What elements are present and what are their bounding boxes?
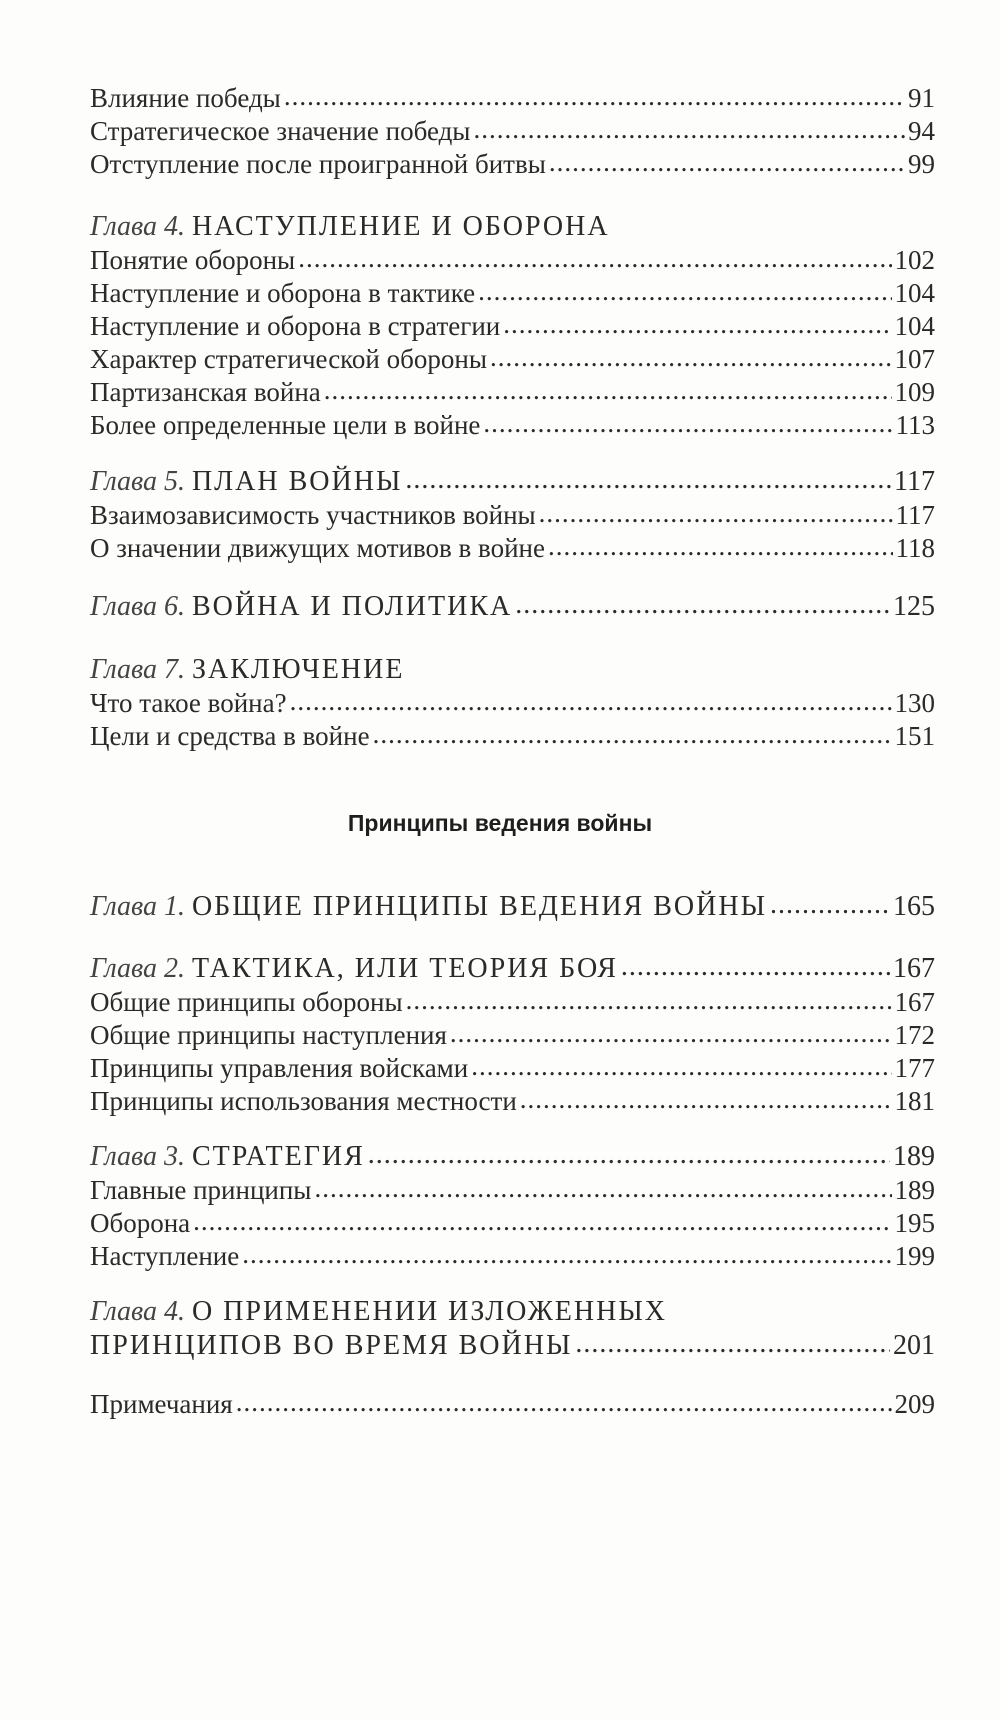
entry-page: 102 [894, 245, 935, 275]
entry-label: Стратегическое значение победы [90, 116, 471, 146]
chapter-heading[interactable] [90, 465, 935, 499]
leader-dots [621, 950, 890, 984]
leader-dots [450, 1017, 892, 1050]
entry-page: 189 [894, 1175, 935, 1205]
entry-page: 165 [893, 891, 935, 922]
leader-dots [290, 685, 892, 718]
toc-entry[interactable] [90, 1085, 935, 1118]
entry-label: Примечания [90, 1389, 233, 1419]
leader-dots [515, 588, 890, 622]
chapter-title: ВОЙНА И ПОЛИТИКА [191, 591, 513, 622]
chapter-prefix: Глава 7. [90, 654, 185, 685]
entry-page: 167 [893, 953, 935, 984]
leader-dots [575, 1327, 890, 1361]
toc-entry[interactable] [90, 277, 935, 310]
chapter-prefix: Глава 1. [90, 891, 185, 922]
entry-page: 99 [908, 149, 935, 179]
leader-dots [503, 308, 891, 341]
entry-label: Главные принципы [90, 1175, 312, 1205]
leader-dots [314, 1172, 891, 1205]
leader-dots [368, 1138, 890, 1172]
toc-entry[interactable] [90, 376, 935, 409]
entry-page: 107 [894, 344, 935, 374]
entry-page: 113 [895, 410, 935, 440]
chapter-prefix: Глава 2. [90, 953, 185, 984]
entry-label: Цели и средства в войне [90, 721, 370, 751]
toc-entry[interactable] [90, 148, 935, 181]
toc-block-notes [90, 1388, 935, 1421]
entry-label: Наступление и оборона в тактике [90, 278, 476, 308]
toc-block-p-ch4 [90, 1295, 935, 1363]
toc-entry[interactable] [90, 82, 935, 115]
toc-entry[interactable] [90, 244, 935, 277]
entry-label: О значении движущих мотивов в войне [90, 533, 545, 563]
toc-block-p-ch3 [90, 1140, 935, 1273]
leader-dots [324, 374, 892, 407]
leader-dots [520, 1083, 892, 1116]
entry-label: Общие принципы наступления [90, 1020, 447, 1050]
entry-page: 199 [894, 1241, 935, 1271]
leader-dots [242, 1238, 891, 1271]
toc-entry[interactable] [90, 310, 935, 343]
chapter-heading[interactable] [90, 890, 935, 924]
toc-entry[interactable] [90, 532, 935, 565]
chapter-title-line2: ПРИНЦИПОВ ВО ВРЕМЯ ВОЙНЫ [90, 1330, 573, 1361]
leader-dots [298, 242, 891, 275]
entry-page: 104 [894, 278, 935, 308]
entry-page: 91 [908, 83, 935, 113]
entry-page: 125 [893, 591, 935, 622]
entry-label: Отступление после проигранной битвы [90, 149, 546, 179]
entry-page: 104 [894, 311, 935, 341]
entry-page: 177 [894, 1053, 935, 1083]
entry-page: 130 [894, 688, 935, 718]
entry-label: Характер стратегической обороны [90, 344, 487, 374]
toc-entry-notes[interactable] [90, 1388, 935, 1421]
entry-page: 172 [894, 1020, 935, 1050]
leader-dots [549, 146, 905, 179]
entry-label: Взаимозависимость участников войны [90, 500, 536, 530]
entry-page: 201 [893, 1330, 935, 1361]
entry-page: 181 [894, 1086, 935, 1116]
entry-label: Принципы управления войсками [90, 1053, 469, 1083]
leader-dots [483, 407, 892, 440]
chapter-prefix: Глава 6. [90, 591, 185, 622]
toc-entry[interactable] [90, 687, 935, 720]
entry-label: Что такое война? [90, 688, 287, 718]
chapter-heading[interactable] [90, 1295, 935, 1329]
entry-page: 209 [894, 1389, 935, 1419]
toc-entry[interactable] [90, 1240, 935, 1273]
entry-label: Принципы использования местности [90, 1086, 517, 1116]
toc-entry[interactable] [90, 409, 935, 442]
leader-dots [471, 1050, 891, 1083]
toc-entry[interactable] [90, 1207, 935, 1240]
leader-dots [236, 1386, 892, 1419]
toc-entry[interactable] [90, 499, 935, 532]
chapter-prefix: Глава 3. [90, 1141, 185, 1172]
leader-dots [490, 341, 892, 374]
chapter-title-line1: О ПРИМЕНЕНИИ ИЗЛОЖЕННЫХ [191, 1296, 667, 1327]
chapter-prefix: Глава 4. [90, 211, 185, 242]
leader-dots [548, 530, 893, 563]
entry-label: Оборона [90, 1208, 191, 1238]
chapter-heading-continued[interactable] [90, 1329, 935, 1363]
chapter-title: НАСТУПЛЕНИЕ И ОБОРОНА [191, 211, 610, 242]
entry-label: Понятие обороны [90, 245, 296, 275]
toc-block-ch5 [90, 465, 935, 565]
toc-block-p-ch1 [90, 890, 935, 924]
entry-page: 151 [894, 721, 935, 751]
entry-label: Наступление [90, 1241, 240, 1271]
entry-label: Партизанская война [90, 377, 321, 407]
toc-block-ch6 [90, 590, 935, 624]
chapter-heading[interactable] [90, 952, 935, 986]
chapter-title: ОБЩИЕ ПРИНЦИПЫ ВЕДЕНИЯ ВОЙНЫ [191, 891, 767, 922]
leader-dots [405, 463, 891, 497]
chapter-heading[interactable] [90, 1140, 935, 1174]
chapter-prefix: Глава 5. [90, 466, 185, 497]
toc-block-ch4 [90, 210, 935, 442]
chapter-title: СТРАТЕГИЯ [191, 1141, 365, 1172]
entry-label: Общие принципы обороны [90, 987, 403, 1017]
toc-block-ch7 [90, 653, 935, 753]
chapter-heading[interactable] [90, 653, 935, 687]
leader-dots [193, 1205, 891, 1238]
chapter-title: ЗАКЛЮЧЕНИЕ [191, 654, 405, 685]
entry-page: 117 [895, 500, 935, 530]
toc-entry[interactable] [90, 1174, 935, 1207]
entry-label: Влияние победы [90, 83, 281, 113]
leader-dots [473, 113, 905, 146]
entry-page: 109 [894, 377, 935, 407]
toc-entry[interactable] [90, 115, 935, 148]
chapter-title: ПЛАН ВОЙНЫ [191, 466, 403, 497]
toc-entry[interactable] [90, 343, 935, 376]
leader-dots [770, 888, 890, 922]
toc-entry[interactable] [90, 1019, 935, 1052]
leader-dots [406, 984, 892, 1017]
leader-dots [373, 718, 892, 751]
entry-label: Наступление и оборона в стратегии [90, 311, 501, 341]
toc-entry[interactable] [90, 720, 935, 753]
toc-block-p-ch2 [90, 952, 935, 1118]
entry-label: Более определенные цели в войне [90, 410, 481, 440]
leader-dots [284, 80, 905, 113]
entry-page: 167 [894, 987, 935, 1017]
entry-page: 118 [895, 533, 935, 563]
chapter-heading[interactable] [90, 590, 935, 624]
section-title: Принципы ведения войны [347, 810, 653, 836]
entry-page: 117 [894, 466, 935, 497]
entry-page: 189 [893, 1141, 935, 1172]
leader-dots [478, 275, 891, 308]
toc-entry[interactable] [90, 986, 935, 1019]
chapter-prefix: Глава 4. [90, 1296, 185, 1327]
toc-entry[interactable] [90, 1052, 935, 1085]
toc-block-ch3-tail [90, 82, 935, 181]
entry-page: 195 [894, 1208, 935, 1238]
entry-page: 94 [908, 116, 935, 146]
chapter-title: ТАКТИКА, ИЛИ ТЕОРИЯ БОЯ [191, 953, 618, 984]
leader-dots [539, 497, 893, 530]
chapter-heading[interactable] [90, 210, 935, 244]
